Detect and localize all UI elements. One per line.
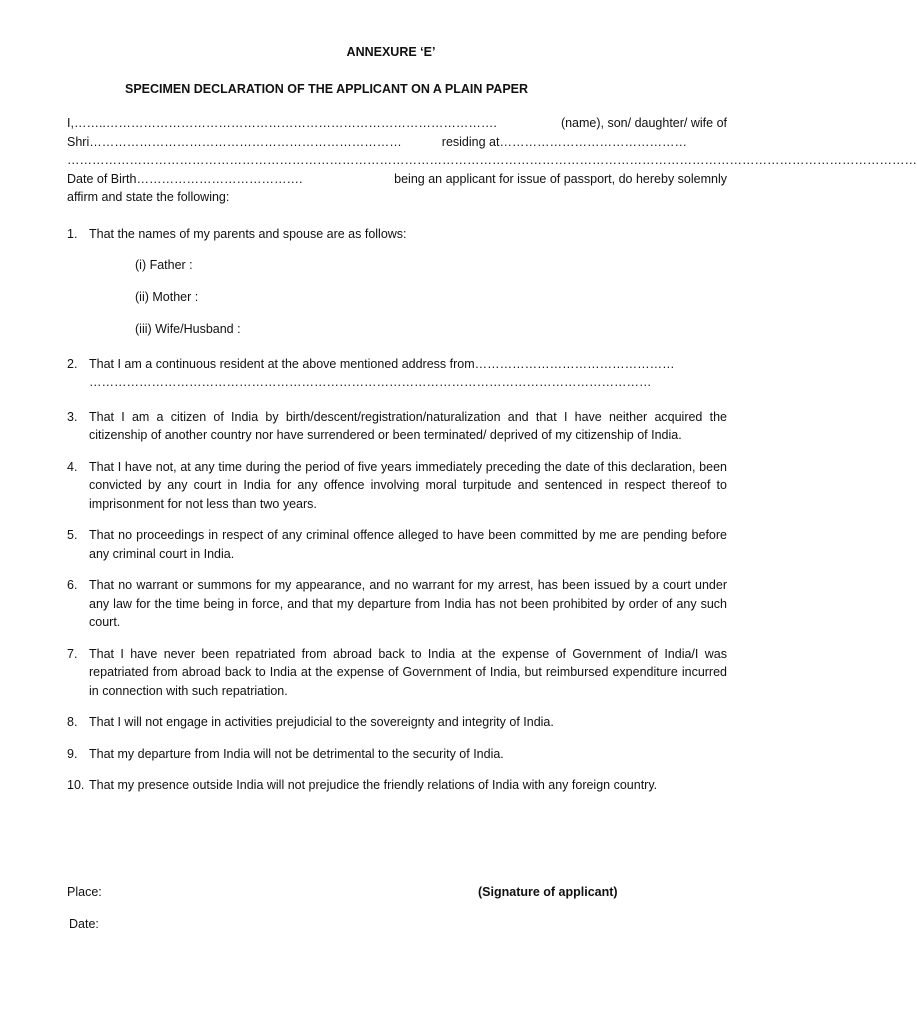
resident-from-blank-2: ……………………………………………………………………………………………………………………… [89, 375, 652, 389]
relation-spouse: (iii) Wife/Husband : [135, 321, 241, 336]
list-item: 7. That I have never been repatriated from abroad back to India at the expense of Government of India/I was repatriated from abroad back to India at the expense of Government of India, but reimbursed expenditure incurred in connection with such repatriation. [67, 646, 727, 698]
resident-from-blank: ………………………………………… [474, 356, 675, 371]
dob-blank: …………………………………. [136, 171, 303, 186]
address-blank: ……………………………………… [499, 134, 687, 149]
list-item: 8. That I will not engage in activities prejudicial to the sovereignty and integrity of India. [67, 715, 554, 729]
name-blank: ……..…………………………………………………………………………………. [73, 116, 497, 130]
list-item: 10. That my presence outside India will not prejudice the friendly relations of India with any foreign country. [67, 778, 658, 792]
annexure-heading: ANNEXURE ‘E’ [346, 45, 436, 59]
relation-mother: (ii) Mother : [135, 289, 199, 304]
intro-line-address [67, 151, 917, 170]
intro-residing: residing at [441, 134, 500, 149]
place-label: Place: [67, 885, 102, 899]
intro-i: I, [67, 116, 74, 130]
list-item: 3. That I am a citizen of India by birth/descent/registration/naturalization and that I have neither acquired the citizenship of another country nor have surrendered or been terminated/ deprived of my citizenship of India. [67, 409, 727, 442]
intro-relation: (name), son/ daughter/ wife of [560, 116, 727, 130]
list-item: 6. That no warrant or summons for my appearance, and no warrant for my arrest, has been issued by a court under any law for the time being in force, and that my departure from India has not been prohibited by order of any such court. [67, 578, 727, 629]
intro-paragraph [67, 114, 917, 207]
intro-line-shri [67, 133, 727, 152]
intro-line-dob [67, 170, 727, 189]
list-item: 9. That my departure from India will not be detrimental to the security of India. [67, 746, 504, 761]
intro-dob-label: Date of Birth [67, 171, 137, 186]
list-item: 1. That the names of my parents and spouse are as follows: [67, 227, 407, 241]
page-title: SPECIMEN DECLARATION OF THE APPLICANT ON A PLAIN PAPER [125, 82, 529, 96]
relation-father: (i) Father : [135, 257, 193, 272]
relations-list [135, 256, 727, 342]
intro-shri: Shri [67, 134, 90, 149]
address-blank-2: …………………………………………………………………………………………………………………………………………………………………………………… [67, 153, 917, 167]
intro-line-name [67, 114, 727, 133]
intro-affirm: affirm and state the following: [67, 190, 230, 204]
date-label: Date: [69, 917, 99, 931]
shri-blank: ………………………………………………………………… [89, 134, 402, 149]
list-item: 2. That I am a continuous resident at the above mentioned address from ………………………………………… ……………………………………………………………………………………………………………………… [67, 355, 727, 392]
intro-applicant: being an applicant for issue of passport, do hereby solemnly [394, 171, 727, 186]
list-item: 5. That no proceedings in respect of any criminal offence alleged to have been committed by me are pending before any criminal court in India. [67, 528, 727, 561]
list-item: 4. That I have not, at any time during the period of five years immediately preceding the date of this declaration, been convicted by any court in India for any offence involving moral turpitude and sentenced in respect thereof to imprisonment for not less than two years. [67, 459, 727, 511]
signature-label: (Signature of applicant) [478, 885, 618, 899]
declaration-list [67, 225, 727, 808]
